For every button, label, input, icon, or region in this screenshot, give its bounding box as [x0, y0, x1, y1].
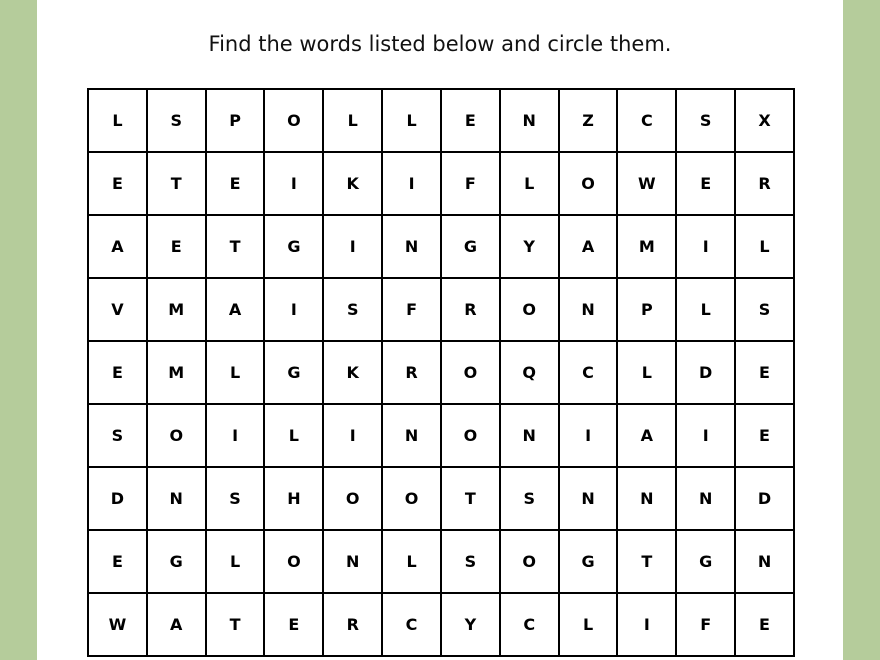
grid-cell[interactable]: T	[442, 468, 501, 531]
grid-cell[interactable]: R	[324, 594, 383, 657]
grid-cell[interactable]: I	[265, 153, 324, 216]
grid-cell[interactable]: S	[148, 90, 207, 153]
grid-cell[interactable]: G	[265, 342, 324, 405]
grid-row	[89, 405, 795, 468]
grid-cell[interactable]: V	[89, 279, 148, 342]
grid-cell[interactable]: O	[265, 90, 324, 153]
grid-cell[interactable]: C	[618, 90, 677, 153]
grid-cell[interactable]: E	[736, 342, 795, 405]
grid-cell[interactable]: L	[207, 531, 266, 594]
grid-cell[interactable]: P	[207, 90, 266, 153]
grid-row	[89, 90, 795, 153]
grid-cell[interactable]: N	[560, 468, 619, 531]
grid-row	[89, 531, 795, 594]
grid-cell[interactable]: M	[148, 342, 207, 405]
grid-cell[interactable]: S	[324, 279, 383, 342]
grid-cell[interactable]: I	[677, 216, 736, 279]
grid-cell[interactable]: M	[148, 279, 207, 342]
grid-cell[interactable]: E	[442, 90, 501, 153]
grid-cell[interactable]: D	[677, 342, 736, 405]
grid-cell[interactable]: W	[89, 594, 148, 657]
grid-cell[interactable]: R	[383, 342, 442, 405]
grid-cell[interactable]: C	[560, 342, 619, 405]
grid-cell[interactable]: O	[265, 531, 324, 594]
grid-cell[interactable]: F	[677, 594, 736, 657]
grid-cell[interactable]: E	[89, 531, 148, 594]
grid-cell[interactable]: I	[265, 279, 324, 342]
grid-row	[89, 594, 795, 657]
grid-cell[interactable]: S	[207, 468, 266, 531]
grid-cell[interactable]: L	[501, 153, 560, 216]
grid-cell[interactable]: L	[383, 531, 442, 594]
grid-cell[interactable]: N	[618, 468, 677, 531]
grid-cell[interactable]: A	[148, 594, 207, 657]
grid-cell[interactable]: O	[442, 405, 501, 468]
grid-cell[interactable]: L	[207, 342, 266, 405]
grid-cell[interactable]: C	[501, 594, 560, 657]
grid-cell[interactable]: E	[148, 216, 207, 279]
grid-row	[89, 153, 795, 216]
grid-cell[interactable]: N	[677, 468, 736, 531]
grid-cell[interactable]: D	[736, 468, 795, 531]
grid-cell[interactable]: P	[618, 279, 677, 342]
grid-cell[interactable]: S	[501, 468, 560, 531]
grid-cell[interactable]: Z	[560, 90, 619, 153]
grid-cell[interactable]: K	[324, 153, 383, 216]
grid-cell[interactable]: E	[736, 594, 795, 657]
grid-cell[interactable]: F	[442, 153, 501, 216]
grid-cell[interactable]: I	[207, 405, 266, 468]
grid-cell[interactable]: T	[207, 216, 266, 279]
grid-cell[interactable]: T	[618, 531, 677, 594]
grid-cell[interactable]: L	[265, 405, 324, 468]
grid-cell[interactable]: G	[265, 216, 324, 279]
grid-cell[interactable]: D	[89, 468, 148, 531]
grid-cell[interactable]: O	[560, 153, 619, 216]
grid-cell[interactable]: N	[560, 279, 619, 342]
grid-cell[interactable]: G	[677, 531, 736, 594]
grid-cell[interactable]: I	[560, 405, 619, 468]
grid-cell[interactable]: E	[207, 153, 266, 216]
grid-cell[interactable]: K	[324, 342, 383, 405]
grid-cell[interactable]: O	[383, 468, 442, 531]
grid-cell[interactable]: R	[442, 279, 501, 342]
grid-cell[interactable]: N	[501, 405, 560, 468]
worksheet-page	[37, 0, 843, 660]
grid-cell[interactable]: S	[89, 405, 148, 468]
grid-cell[interactable]: L	[736, 216, 795, 279]
grid-cell[interactable]: X	[736, 90, 795, 153]
grid-cell[interactable]: G	[148, 531, 207, 594]
grid-cell[interactable]: O	[442, 342, 501, 405]
grid-cell[interactable]: L	[324, 90, 383, 153]
grid-cell[interactable]: R	[736, 153, 795, 216]
grid-cell[interactable]: H	[265, 468, 324, 531]
grid-cell[interactable]: E	[89, 153, 148, 216]
grid-cell[interactable]: C	[383, 594, 442, 657]
grid-cell[interactable]: L	[560, 594, 619, 657]
grid-cell[interactable]: I	[383, 153, 442, 216]
grid-row	[89, 279, 795, 342]
grid-cell[interactable]: E	[265, 594, 324, 657]
instruction-text: Find the words listed below and circle them.	[208, 32, 672, 56]
grid-row	[89, 468, 795, 531]
grid-cell[interactable]: N	[383, 216, 442, 279]
grid-cell[interactable]: E	[677, 153, 736, 216]
grid-cell[interactable]: M	[618, 216, 677, 279]
grid-cell[interactable]: N	[736, 531, 795, 594]
grid-cell[interactable]: G	[442, 216, 501, 279]
grid-cell[interactable]: A	[207, 279, 266, 342]
grid-cell[interactable]: W	[618, 153, 677, 216]
grid-cell[interactable]: L	[383, 90, 442, 153]
grid-cell[interactable]: L	[618, 342, 677, 405]
grid-cell[interactable]: E	[89, 342, 148, 405]
grid-cell[interactable]: A	[560, 216, 619, 279]
grid-row	[89, 342, 795, 405]
grid-row	[89, 216, 795, 279]
grid-cell[interactable]: T	[148, 153, 207, 216]
grid-cell[interactable]: O	[324, 468, 383, 531]
grid-cell[interactable]: I	[324, 216, 383, 279]
grid-cell[interactable]: Y	[501, 216, 560, 279]
grid-cell[interactable]: E	[736, 405, 795, 468]
grid-cell[interactable]: I	[677, 405, 736, 468]
grid-cell[interactable]: T	[207, 594, 266, 657]
grid-cell[interactable]: L	[89, 90, 148, 153]
grid-cell[interactable]: S	[677, 90, 736, 153]
grid-cell[interactable]: L	[677, 279, 736, 342]
grid-cell[interactable]: S	[736, 279, 795, 342]
word-search-grid	[87, 88, 795, 657]
grid-cell[interactable]: O	[501, 279, 560, 342]
grid-cell[interactable]: Q	[501, 342, 560, 405]
grid-cell[interactable]: A	[89, 216, 148, 279]
grid-cell[interactable]: N	[148, 468, 207, 531]
grid-cell[interactable]: N	[501, 90, 560, 153]
grid-cell[interactable]: N	[324, 531, 383, 594]
grid-cell[interactable]: G	[560, 531, 619, 594]
grid-cell[interactable]: A	[618, 405, 677, 468]
grid-cell[interactable]: O	[501, 531, 560, 594]
grid-cell[interactable]: F	[383, 279, 442, 342]
grid-cell[interactable]: S	[442, 531, 501, 594]
grid-cell[interactable]: O	[148, 405, 207, 468]
grid-cell[interactable]: Y	[442, 594, 501, 657]
grid-cell[interactable]: N	[383, 405, 442, 468]
grid-cell[interactable]: I	[618, 594, 677, 657]
grid-cell[interactable]: I	[324, 405, 383, 468]
